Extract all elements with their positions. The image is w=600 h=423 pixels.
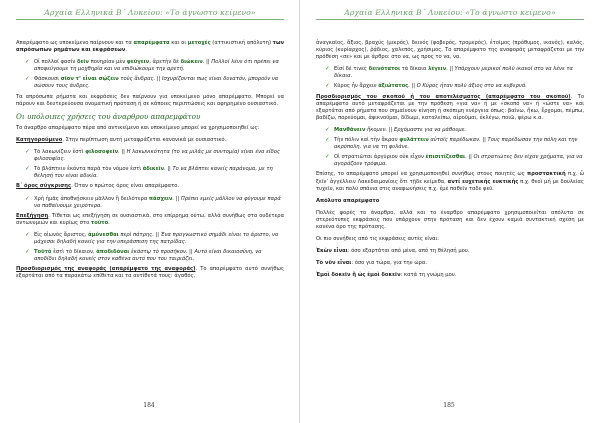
paragraph <box>16 266 284 280</box>
highlight-term: ἀμύνεσθαι <box>88 231 119 238</box>
text: ἐστὶ τὸ δίκαιον, <box>51 249 97 256</box>
text: : όσο για τώρα, για την ώρα. <box>351 260 427 267</box>
translation: . || Η λακωνικότητα (το να μιλάς με συντομία) είναι ένα είδος φιλοσοφίας. <box>34 149 281 163</box>
highlight-term: λέγειν <box>428 66 447 73</box>
example-item <box>16 59 284 73</box>
text: . Στην περίπτωση αυτή μεταφράζεται κανονικά με ουσιαστικό. <box>62 136 227 143</box>
paragraph: Οι πιο συνήθεις από τις εκφράσεις αυτές είναι: <box>316 236 439 243</box>
translation: . || Το να βλάπτει κανείς παράνομα, με τη θέλησή του είναι αδικία. <box>34 166 273 180</box>
text: π.χ. θεοὶ μή με δουλείας τυχεῖν, και πολύ σπάνια στις αναφωνήσεις π.χ. ἐμὲ παθεῖν ταδε φεῦ. <box>316 178 584 192</box>
text: . <box>125 47 128 54</box>
paragraph <box>16 183 284 190</box>
text: . Το απαρέμφατο αυτό συνήθως εξαρτάται από τα παρακάτω επίθετα και τα αντίθετά τους: ἀγαθός, <box>16 266 284 280</box>
text: Τὴν πόλιν καὶ τὴν ἄκραν <box>334 137 400 144</box>
text: Απαρέμφατο ως υποκείμενο παίρνουν και τα <box>16 40 134 46</box>
paragraph: Το άναρθρο απαρέμφατο πέρα από αντικείμενο και υποκείμενο μπορεί να χρησιμοποιηθεί ως: <box>16 124 260 131</box>
highlight-term: μετοχές <box>187 40 211 46</box>
text: Κῦρος ἦν ἄρχειν <box>334 83 379 90</box>
highlight-term: φιλοσοφεῖν <box>85 149 119 156</box>
example-item <box>316 127 584 134</box>
bold-term: προστακτική <box>527 171 566 178</box>
text: Τὸ λακωνίζειν ἐστὶ <box>34 149 86 156</box>
highlight-term: Μανθάνειν <box>334 126 366 133</box>
checkmark-icon: ✓ <box>325 83 330 90</box>
translation: . || Υπάρχουν μερικοί πολύ ικανοί στο να λένε τα δίκαια. <box>334 66 573 80</box>
highlight-term: ἐπισιτίζεσθαι <box>425 154 466 161</box>
section-title: Οι υπόλοιπες χρήσεις του άναρθρου απαρεμφάτου <box>16 111 201 121</box>
paragraph <box>316 94 584 122</box>
highlight-term: ἀδικεῖν <box>142 166 165 173</box>
translation: αὐτοῖς παρέδωκαν. || Τους παρέδωσαν την πόλη και την ακρόπολη, για να τη φυλάνε. <box>334 137 578 151</box>
translation: ἑκάστῳ τὸ προσῆκον. || Αυτό είναι δικαιοσύνη, να αποδίδει δηλαδή κανείς στον καθένα αυτό που του ταιριάζει. <box>34 249 262 263</box>
highlight-term: τοῦτο <box>90 219 109 226</box>
checkmark-icon: ✓ <box>25 59 30 66</box>
example-item <box>16 249 284 263</box>
paragraph <box>316 171 584 192</box>
expression-term: Τὸ νῦν εἶναι <box>316 260 352 267</box>
text: Οἱ πολλοί φασίν <box>34 59 77 66</box>
highlight-term: ἀποδιδόναι <box>96 249 130 256</box>
translation: περὶ πάτρης. || Ένα προγνωστικό σημάδι είναι το άριστο, να μάχεσαι δηλαδή κανείς για την υπεράσπιση της πατρίδας. <box>34 231 279 245</box>
checkmark-icon: ✓ <box>25 249 30 256</box>
translation: . || Ο Κύρος ήταν πολύ άξιος στο να κυβερνά. <box>408 83 527 90</box>
example-item <box>316 154 584 168</box>
highlight-term: ἀξιώτατος <box>378 83 409 90</box>
expression-item <box>316 272 584 279</box>
text: π.χ. ὦ ξεῖν’ ἀγγέλλειν Λακεδαιμονίοις ὅτι τῇδε κείμεθα, <box>316 171 584 185</box>
example-item <box>16 196 284 210</box>
example-item <box>16 166 284 180</box>
highlight-term: φυλάττειν <box>399 137 429 144</box>
example-item <box>16 232 284 246</box>
text: . Τίθεται ως επεξήγηση σε ουσιαστικά, στο επίρρημα ούτω, αλλά συνήθως στα ουδέτερα αντωνυμιών και κυρίως στο <box>16 212 284 226</box>
right-page-content <box>316 40 584 279</box>
checkmark-icon: ✓ <box>325 126 330 133</box>
checkmark-icon: ✓ <box>25 76 30 83</box>
text: Επίσης, το απαρέμφατο μπορεί να χρησιμοποιηθεί συνήθως στους ποιητές ως <box>316 171 528 178</box>
expression-item <box>316 248 584 255</box>
highlight-term: απαρέμφατα <box>133 40 170 46</box>
translation: . || Πολλοί λένε ότι πρέπει να αποφεύγουμε τη μοχθηρία και να επιδιώκουμε την αρετή. <box>34 59 279 73</box>
expression-term: Ἑκὼν εἶναι <box>316 248 348 255</box>
paragraph <box>16 137 284 144</box>
text: Οἱ στρατιῶται ἀργύριον οὐκ εἶχον <box>334 154 426 161</box>
expression-item <box>316 260 584 267</box>
bold-term: αντί ευχετικής ευκτικής <box>447 178 519 185</box>
text: : κατά τη γνώμη μου. <box>400 272 457 279</box>
text: Εἰσί δέ τινες <box>334 66 369 73</box>
highlight-term: πάσχειν <box>148 195 173 202</box>
running-head-right: Αρχαία Ελληνικά Β΄ Λυκείου: «Το άγνωστο κείμενο» <box>316 8 584 20</box>
text: Τὸ βλάπτειν ἑκόντα παρὰ τὸν νόμον ἐστὶ <box>34 166 143 173</box>
text: . Το απαρέμφατο αυτό μεταφράζεται με την πρόθεση «για να» ή με «σκοπό να» ή «ώστε να» και εξαρτάται από ρήματα που σημαίνουν κίνηση ή σκόπιμη ενέργεια όπως: βαίνω, ἥκω, ἔρχομαι, πέμπω, βαδίζω, πορεύομαι, ἀφικνοῦμαι, δίδωμι, καταλείπω, αἱροῦμαι, ἐκλέγω, ποιῶ, φέρω κ.α. <box>316 93 585 121</box>
example-item <box>316 137 584 151</box>
text: . <box>108 219 110 226</box>
translation: τοὺς ἄνδρας. || Ισχυρίζονται πως είναι δυνατόν, μπορούν να σώσουν τους άνδρες. <box>34 76 279 90</box>
left-page-content <box>16 40 284 280</box>
checkmark-icon: ✓ <box>325 66 330 73</box>
checkmark-icon: ✓ <box>25 231 30 238</box>
translation: . || Οι στρατιώτες δεν είχαν χρήματα, για να αγοράζουν τρόφιμα. <box>334 154 583 168</box>
highlight-term: φεύγειν <box>126 59 150 66</box>
page-number-left: 184 <box>143 402 155 409</box>
term-label: Προσδιορισμός του σκοπού ή του αποτελέσματος (απαρέμφατο του σκοπού) <box>316 93 571 100</box>
term-label: Επεξήγηση <box>16 212 49 219</box>
text: , ἀρετὴν δὲ <box>149 59 181 66</box>
text: . Όταν ο πρώτος όρος είναι απαρέμφατο. <box>71 183 180 190</box>
term-label: Β΄ όρος σύγκρισης <box>16 183 72 190</box>
highlight-term: δεινότατοι <box>368 66 400 73</box>
highlight-term: Τοῦτό <box>34 249 52 256</box>
checkmark-icon: ✓ <box>325 154 330 161</box>
highlight-term: δεῖν <box>76 59 89 66</box>
subsection-title: Απόλυτο απαρέμφατο <box>316 197 380 204</box>
text: Χρὴ ἡμᾶς ἀποθνῄσκειν μᾶλλον ἢ δειλότερα <box>34 195 149 202</box>
term-label: Κατηγορούμενο <box>16 136 63 143</box>
text: (αττικιστική απόλυτη) <box>210 40 273 46</box>
checkmark-icon: ✓ <box>25 166 30 173</box>
checkmark-icon: ✓ <box>325 137 330 144</box>
bold-term: των απρόσωπων ρημάτων και εκφράσεων <box>16 40 284 54</box>
highlight-term: διώκειν <box>180 59 203 66</box>
text: Εἰς οἰωνὸς ἄριστος, <box>34 231 89 238</box>
text: πονηρίαν μὲν <box>88 59 127 66</box>
paragraph: Πολλές φορές το άναρθρο, αλλά και το έναρθρο απαρέμφατο χρησιμοποιείται απόλυτα σε στερεότυπες εκφράσεις που υπάρχουν στην πρόταση και δεν έχουν καμιά συντακτική σχέση με κανένα όρο της πρότασης. <box>316 209 584 230</box>
expression-term: Ἐμοὶ δοκεῖν ἢ ὡς ἐμοὶ δοκεῖν <box>316 272 401 279</box>
checkmark-icon: ✓ <box>25 149 30 156</box>
checkmark-icon: ✓ <box>25 195 30 202</box>
text: και οι <box>169 40 188 46</box>
text: : όσο εξαρτάται από μένα, από τη θέλησή μου. <box>347 248 470 255</box>
text: τὰ δίκαια <box>399 66 429 73</box>
example-item <box>16 149 284 163</box>
right-page <box>306 0 592 423</box>
page-number-right: 185 <box>443 402 455 409</box>
example-item <box>316 83 584 90</box>
translation: . || Πρέπει εμείς μάλλον να φύγουμε παρά να παθαίνουμε χειρότερα. <box>34 195 281 209</box>
example-item <box>316 66 584 80</box>
running-head-left: Αρχαία Ελληνικά Β΄ Λυκείου: «Το άγνωστο κείμενο» <box>16 8 284 20</box>
page-gutter <box>299 0 300 423</box>
text: Φάσκουσι <box>34 76 61 83</box>
example-item <box>16 76 284 90</box>
term-label: Προσδιορισμός της αναφοράς (απαρέμφατο της αναφοράς) <box>16 266 196 273</box>
highlight-term: σῖον τ’ εἶναι σῴζειν <box>60 76 119 83</box>
translation: ἥκομεν. || Ερχόμαστε για να μάθουμε. <box>365 126 467 133</box>
paragraph: Τα απρόσωπα ρήματα και εκφράσεις δεν παίρνουν για υποκείμενο μόνο απαρέμφατο. Μπορεί να πάρουν και δευτερεύουσα ονοματική πρόταση ή σε κάποιες περιπτώσεις και αφηρημένο ουσιαστικό. <box>16 93 284 107</box>
left-page <box>6 0 292 423</box>
paragraph: ἀναγκαῖος, ἄξιος, βραχύς (μικρός), δεινός (φοβερός, τρομερός), ἑτοῖμος (πρόθυμος, ικανός), καλός, κύριος (κυρίαρχος), ῥᾴδιος, χαλεπός, χρήσιμος. Το απαρέμφατο της αναφοράς μεταφράζεται με την πρόθεση «σε» και με άρθρο: στο να, ως προς το να, να. <box>316 40 584 61</box>
intro-paragraph <box>16 40 284 54</box>
paragraph <box>16 213 284 227</box>
